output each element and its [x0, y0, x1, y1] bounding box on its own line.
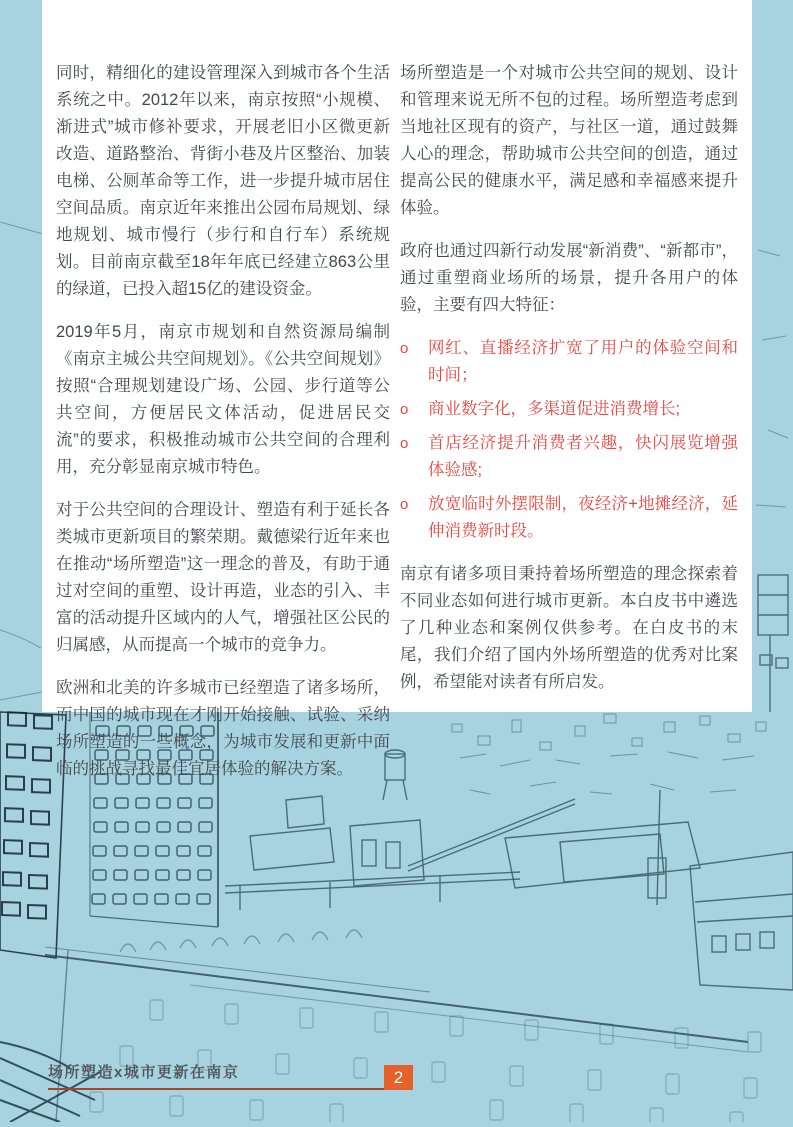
paragraph-placemaking-benefit: 对于公共空间的合理设计、塑造有利于延长各类城市更新项目的繁荣期。戴德梁行近年来也在推动“场所塑造”这一理念的普及，有助于通过对空间的重塑、设计再造，业态的引入、丰富的活动提升区域内的人气，增强社区公民的归属感，从而提高一个城市的竞争力。 — [56, 501, 391, 654]
right-column — [400, 60, 738, 783]
bullet-marker: o — [400, 496, 409, 513]
bullet-text: 商业数字化，多渠道促进消费增长; — [428, 400, 681, 418]
bullet-item — [400, 335, 738, 389]
left-column — [56, 60, 390, 783]
paragraph-placemaking-definition: 场所塑造是一个对城市公共空间的规划、设计和管理来说无所不包的过程。场所塑造考虑到当地社区现有的资产，与社区一道，通过鼓舞人心的理念，帮助城市公共空间的创造，通过提高公民的健康水平，满足感和幸福感来提升体验。 — [400, 64, 738, 217]
bullet-text: 首店经济提升消费者兴趣，快闪展览增强体验感; — [428, 434, 738, 479]
bullet-text: 网红、直播经济扩宽了用户的体验空间和时间； — [428, 339, 738, 384]
paragraph-public-space-plan: 2019年5月，南京市规划和自然资源局编制《南京主城公共空间规划》。《公共空间规划》按照“合理规划建设广场、公园、步行道等公共空间，方便居民文体活动，促进居民交流”的要求，积极推动城市公共空间的合理利用，充分彰显南京城市特色。 — [56, 323, 391, 476]
paragraph-government-actions: 政府也通过四新行动发展“新消费”、“新都市”，通过重塑商业场所的场景，提升各用户的体验，主要有四大特征： — [400, 242, 738, 314]
page-number: 2 — [393, 1067, 404, 1087]
bullet-item — [400, 491, 738, 545]
bullet-marker: o — [400, 435, 409, 452]
bullet-item — [400, 396, 738, 423]
footer-doc-title: 场所塑造x城市更新在南京 — [48, 1064, 240, 1081]
paragraph-city-management: 同时，精细化的建设管理深入到城市各个生活系统之中。2012年以来，南京按照“小规模、渐进式”城市修补要求，开展老旧小区微更新改造、道路整治、背街小巷及片区整治、加装电梯、公厕革命等工作，进一步提升城市居住空间品质。南京近年来推出公园布局规划、绿地规划、城市慢行（步行和自行车）系统规划。目前南京截至18年年底已经建立863公里的绿道，已投入超15亿的建设资金。 — [56, 64, 391, 298]
content-card — [42, 0, 752, 778]
bullet-marker: o — [400, 401, 409, 418]
bullet-marker: o — [400, 340, 409, 357]
bullet-text: 放宽临时外摆限制，夜经济+地摊经济，延伸消费新时段。 — [428, 495, 738, 540]
feature-bullet-list — [400, 335, 738, 545]
paragraph-global-cities: 欧洲和北美的许多城市已经塑造了诸多场所，而中国的城市现在才刚开始接触、试验、采纳场所塑造的一些概念，为城市发展和更新中面临的挑战寻找最佳宜居体验的解决方案。 — [56, 679, 391, 778]
bullet-item — [400, 430, 738, 484]
paragraph-nanjing-projects: 南京有诸多项目秉持着场所塑造的理念探索着不同业态如何进行城市更新。本白皮书中遴选了几种业态和案例仅供参考。在白皮书的末尾，我们介绍了国内外场所塑造的优秀对比案例，希望能对读者有所启发。 — [400, 565, 738, 691]
